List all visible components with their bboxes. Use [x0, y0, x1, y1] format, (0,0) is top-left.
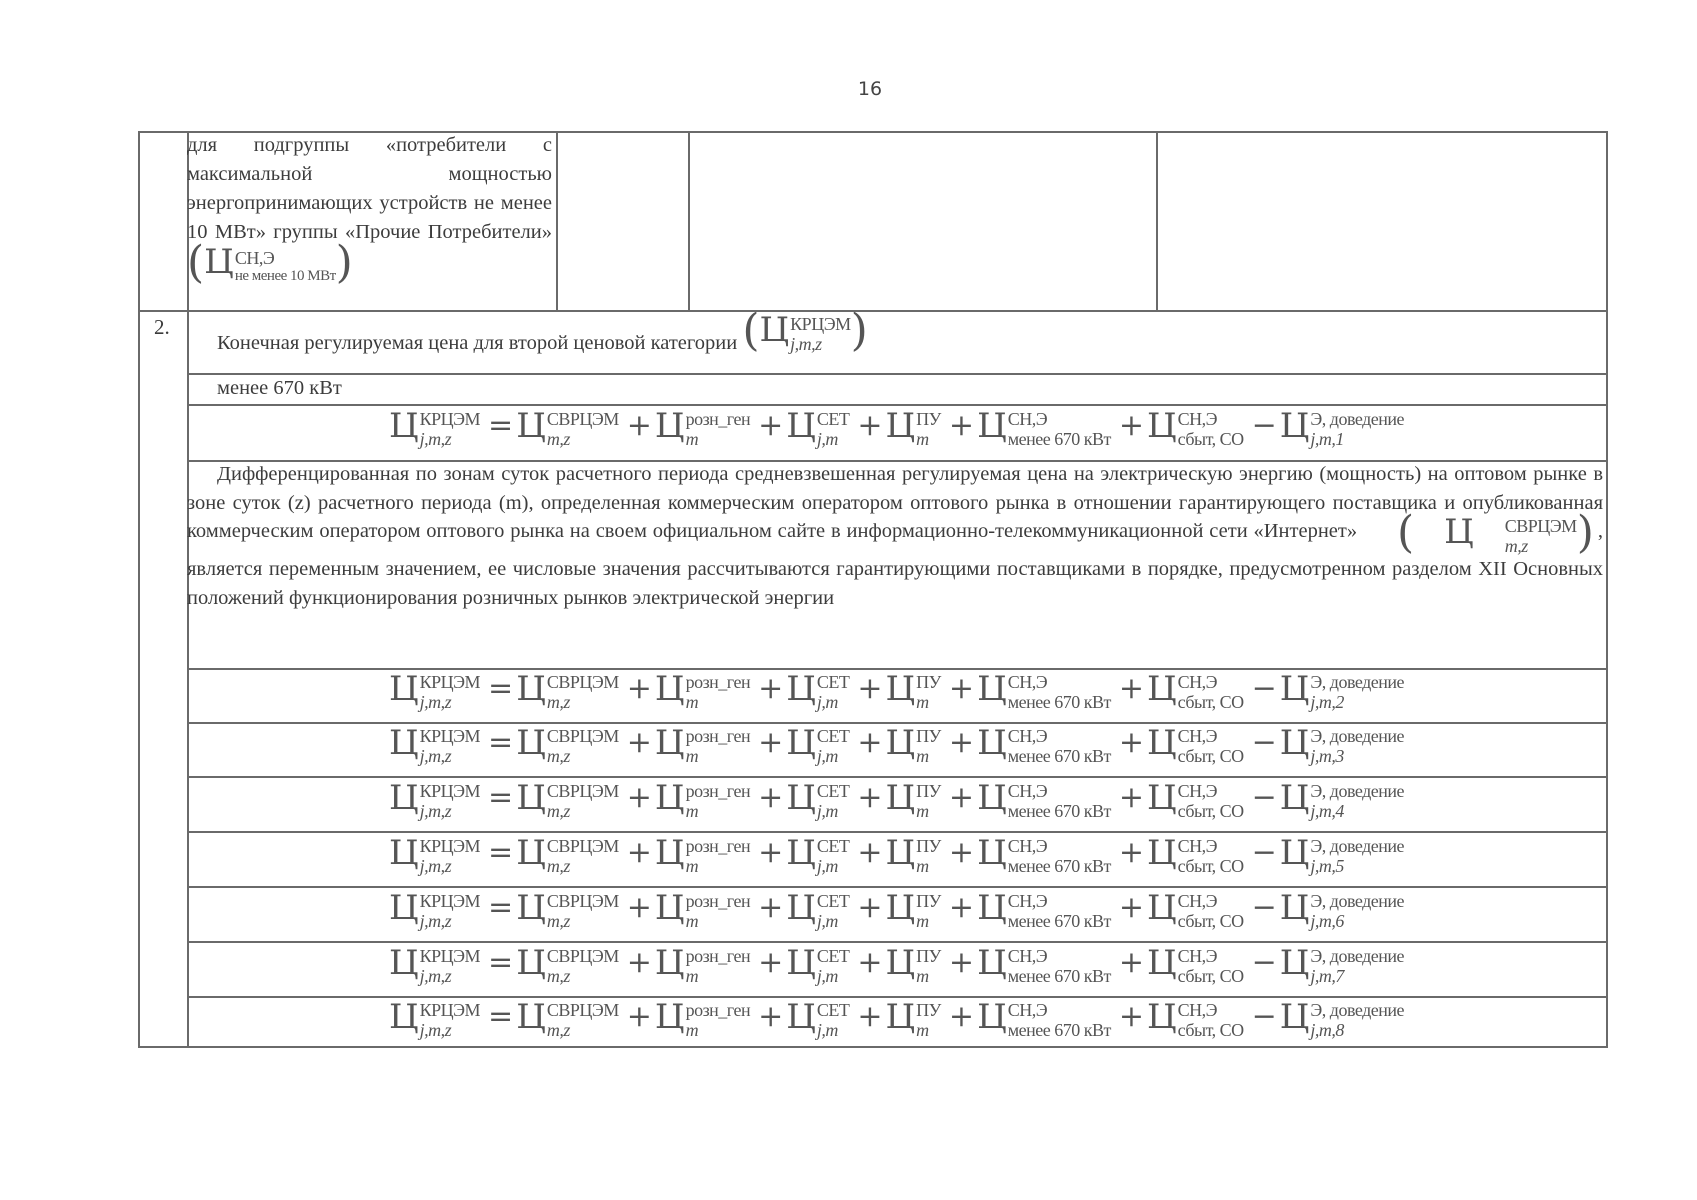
price-formula: Ц КРЦЭМ j,m,z =Ц СВРЦЭМ m,z +Ц розн_ген m +Ц СЕТ j,m +Ц ПУ m +Ц СН,Э менее 670 кВт +Ц СН,Э сбыт, СО −Ц Э, доведение j,m,8 [388, 997, 1404, 1040]
column-divider [556, 133, 558, 310]
subheading: менее 670 кВт [217, 377, 342, 399]
row-divider [140, 310, 1606, 312]
definition-text-continued: , является переменным значением, ее числовые значения рассчитываются гарантирующими поставщиками в порядке, предусмотренном разделом XII Основных положений функционирования розничных рынков электрической энергии [187, 520, 1603, 609]
price-formula: Ц КРЦЭМ j,m,z =Ц СВРЦЭМ m,z +Ц розн_ген m +Ц СЕТ j,m +Ц ПУ m +Ц СН,Э менее 670 кВт +Ц СН,Э сбыт, СО −Ц Э, доведение j,m,6 [388, 888, 1404, 931]
tariff-table [138, 131, 1608, 1048]
page-number: 16 [857, 78, 883, 100]
formula-row-3 [187, 721, 1606, 765]
continuation-cell [187, 131, 552, 288]
price-formula: Ц КРЦЭМ j,m,z =Ц СВРЦЭМ m,z +Ц розн_ген m +Ц СЕТ j,m +Ц ПУ m +Ц СН,Э менее 670 кВт +Ц СН,Э сбыт, СО −Ц Э, доведение j,m,1 [388, 406, 1404, 449]
price-formula: Ц КРЦЭМ j,m,z =Ц СВРЦЭМ m,z +Ц розн_ген m +Ц СЕТ j,m +Ц ПУ m +Ц СН,Э менее 670 кВт +Ц СН,Э сбыт, СО −Ц Э, доведение j,m,5 [388, 833, 1404, 876]
title-text: Конечная регулируемая цена для второй ценовой категории [217, 332, 738, 354]
formula-row-1 [187, 404, 1606, 448]
column-divider [1156, 133, 1158, 310]
formula-row-5 [187, 831, 1606, 875]
definition-text: Дифференцированная по зонам суток расчетного периода средневзвешенная регулируемая цена на электрическую энергию (мощность) на оптовом рынке в зоне суток (z) расчетного периода (m), определенная коммерческим оператором оптового рынка в отношении гарантирующего поставщика и опубликованная коммерческим оператором оптового рынка на своем официальном сайте в информационно-телекоммуникационной сети «Интернет» [187, 463, 1603, 542]
price-formula: Ц КРЦЭМ j,m,z =Ц СВРЦЭМ m,z +Ц розн_ген m +Ц СЕТ j,m +Ц ПУ m +Ц СН,Э менее 670 кВт +Ц СН,Э сбыт, СО −Ц Э, доведение j,m,7 [388, 943, 1404, 986]
formula-row-2 [187, 667, 1606, 711]
row-title [217, 305, 1597, 358]
formula-row-4 [187, 776, 1606, 820]
formula-term: Ц СН,Э не менее 10 МВт [204, 242, 336, 284]
formula-inline: (Ц КРЦЭМ j,m,z ) [742, 305, 868, 356]
formula-term: Ц КРЦЭМ j,m,z [759, 310, 851, 355]
row-divider [187, 373, 1606, 375]
continuation-text: для подгруппы «потребители с максимальной мощностью энергопринимающих устройств не менее 10 МВт» группы «Прочие Потребители» [187, 134, 552, 243]
price-formula: Ц КРЦЭМ j,m,z =Ц СВРЦЭМ m,z +Ц розн_ген m +Ц СЕТ j,m +Ц ПУ m +Ц СН,Э менее 670 кВт +Ц СН,Э сбыт, СО −Ц Э, доведение j,m,4 [388, 778, 1404, 821]
formula-inline: (Ц СН,Э не менее 10 МВт ) [187, 237, 353, 288]
definition-paragraph [187, 460, 1603, 612]
formula-row-7 [187, 941, 1606, 985]
formula-inline: ( Ц СВРЦЭМ m,z ) [1396, 507, 1594, 558]
price-formula: Ц КРЦЭМ j,m,z =Ц СВРЦЭМ m,z +Ц розн_ген m +Ц СЕТ j,m +Ц ПУ m +Ц СН,Э менее 670 кВт +Ц СН,Э сбыт, СО −Ц Э, доведение j,m,2 [388, 669, 1404, 712]
column-divider [688, 133, 690, 310]
formula-term: Ц СВРЦЭМ m,z [1444, 512, 1577, 557]
formula-row-8 [187, 995, 1606, 1039]
formula-row-6 [187, 886, 1606, 930]
price-formula: Ц КРЦЭМ j,m,z =Ц СВРЦЭМ m,z +Ц розн_ген m +Ц СЕТ j,m +Ц ПУ m +Ц СН,Э менее 670 кВт +Ц СН,Э сбыт, СО −Ц Э, доведение j,m,3 [388, 723, 1404, 766]
row-number: 2. [154, 315, 170, 339]
